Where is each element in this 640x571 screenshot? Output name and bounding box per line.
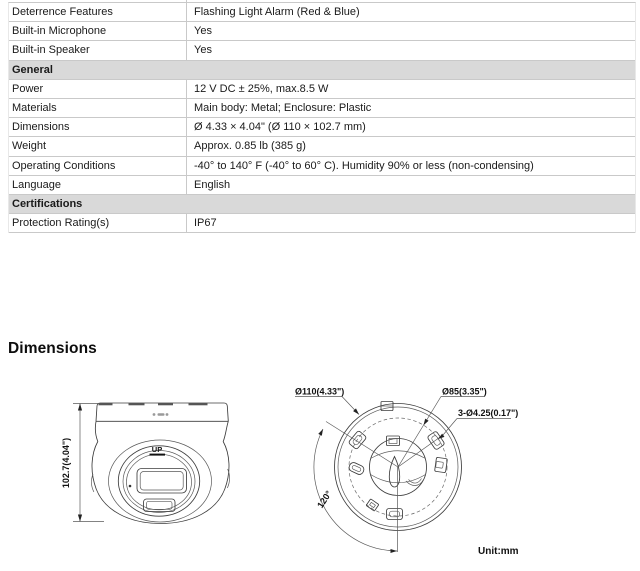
hub-notch [387,436,400,446]
unit-label: Unit:mm [478,546,519,557]
spec-label: Built-in Speaker [9,41,187,59]
spec-value: Ø 4.33 × 4.04" (Ø 110 × 102.7 mm) [194,121,366,134]
spec-label: Operating Conditions [9,157,187,175]
spec-value: Main body: Metal; Enclosure: Plastic [194,102,372,115]
table-section-row [9,195,635,214]
table-row [9,176,635,195]
mounting-holes-label: 3-Ø4.25(0.17") [458,408,519,418]
mounting-slot [387,509,403,520]
spec-value: -40° to 140° F (-40° to 60° C). Humidity 90% or less (non-condensing) [194,159,534,172]
spec-value: English [194,178,231,191]
lens-window [137,469,187,494]
spec-label: Deterrence Features [9,3,187,21]
table-row [9,214,635,233]
table-row [9,99,635,118]
height-dimension-label: 102.7(4.04") [61,437,71,489]
spec-label: Built-in Microphone [9,22,187,40]
up-label-underline [150,454,166,456]
lens-window-inner [140,472,183,491]
spec-value: Yes [194,25,212,38]
spec-label: Power [9,80,187,98]
table-row [9,41,635,60]
mounting-slot [427,431,445,450]
outer-diameter-callout [295,387,360,416]
spec-label: Protection Rating(s) [9,214,187,232]
spec-label: Weight [9,137,187,155]
camera-side-view-drawing [60,395,290,565]
table-section-row [9,61,635,80]
spec-value: 12 V DC ± 25%, max.8.5 W [194,82,329,95]
camera-bottom-view-drawing [285,380,540,570]
table-row [9,22,635,41]
section-label: Certifications [12,197,83,210]
spec-value: Yes [194,44,212,57]
spec-label: Materials [9,99,187,117]
table-row [9,118,635,137]
mic-hole [129,485,132,488]
spec-table [8,2,636,233]
angle-dimension [314,428,397,553]
camera-cap [96,403,228,421]
spec-value: Flashing Light Alarm (Red & Blue) [194,6,360,19]
brand-mark [153,413,169,416]
table-row [9,137,635,156]
inner-diameter-label: Ø85(3.35") [442,386,487,397]
cap-notch [99,403,113,405]
table-row [9,3,635,22]
camera-body [91,421,229,523]
table-row [9,157,635,176]
center-hub [370,436,427,496]
section-label: General [12,63,53,76]
dimensions-heading: Dimensions [8,340,97,357]
outer-diameter-label: Ø110(4.33") [295,386,345,397]
spec-value: IP67 [194,217,217,230]
spec-label: Language [9,176,187,194]
cap-notch [129,403,145,405]
table-row [9,80,635,99]
led-window-inner [147,501,173,509]
cap-notch [189,403,208,405]
spec-label: Dimensions [9,118,187,136]
cap-notch [158,403,173,405]
up-label: UP [151,445,163,454]
angle-label: 120° [315,488,334,510]
spec-value: Approx. 0.85 lb (385 g) [194,140,306,153]
